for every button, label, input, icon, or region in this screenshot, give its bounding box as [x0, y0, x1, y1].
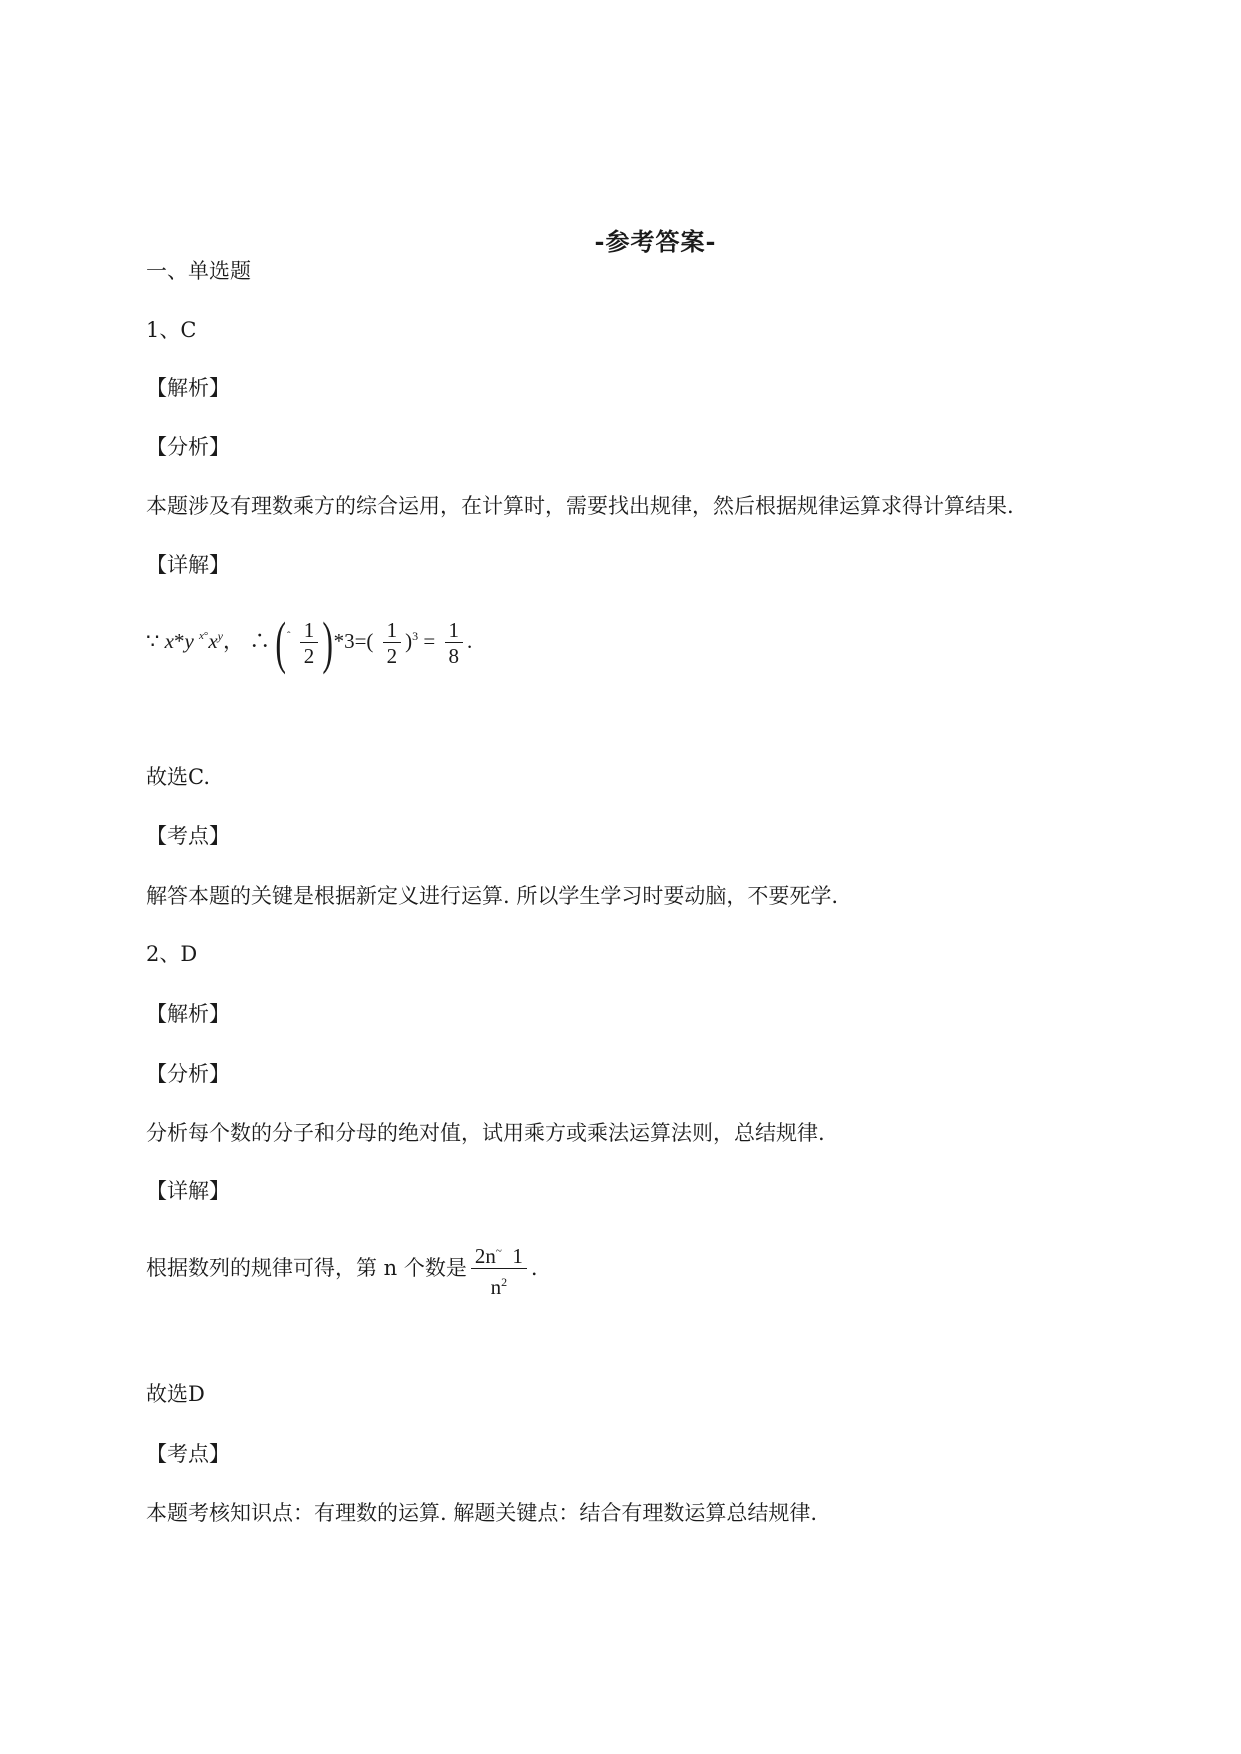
q1-conclusion: 故选C. [146, 765, 210, 789]
q1-xiangjie-tag: 【详解】 [146, 553, 230, 577]
right-paren: ) [322, 610, 334, 676]
fraction-nth-term: $\frac{2n^\sim 1}{n^2}$ [471, 1239, 527, 1300]
left-paren: ( [275, 610, 287, 676]
q1-kaodian-text: 解答本题的关键是根据新定义进行运算. 所以学生学习时要动脑，不要死学. [146, 884, 839, 908]
period: . [467, 629, 473, 653]
q1-kaodian-tag: 【考点】 [146, 824, 230, 848]
section-heading: 一、单选题 [146, 259, 251, 283]
q2-fenxi-tag: 【分析】 [146, 1062, 230, 1086]
question-2-answer: 2、D [146, 942, 198, 966]
question-1-answer: 1、C [146, 318, 197, 342]
var-x-power: x [208, 629, 218, 653]
var-x: x [164, 629, 174, 653]
q1-jiexi-tag: 【解析】 [146, 376, 230, 400]
q2-conclusion: 故选D [146, 1382, 205, 1406]
q2-xiangjie-tag: 【详解】 [146, 1179, 230, 1203]
star-three-equals: *3= [333, 629, 367, 653]
exponent-y: y [217, 629, 223, 643]
star-operator: * [173, 629, 185, 653]
q2-detail [146, 1236, 538, 1300]
garbled-sup-x: x [199, 630, 204, 642]
q1-analysis-text: 本题涉及有理数乘方的综合运用，在计算时，需要找出规律，然后根据规律运算求得计算结果. [146, 494, 1014, 518]
var-y: y [184, 629, 194, 653]
q1-formula [146, 602, 472, 675]
equals-sign: = [423, 629, 436, 653]
q2-kaodian-tag: 【考点】 [146, 1442, 230, 1466]
q2-detail-prefix: 根据数列的规律可得，第 n 个数是 [146, 1256, 467, 1280]
because-symbol: ∵ [146, 629, 160, 653]
garbled-open-paren: ( [366, 629, 374, 653]
therefore-symbol: ∴ [249, 629, 271, 653]
comma: ， [222, 629, 244, 653]
page-title: -参考答案- [594, 227, 717, 256]
cube-exponent: 3 [412, 629, 419, 643]
period: . [530, 1256, 538, 1280]
fraction-half-1: $\frac{1}{2}$ [300, 618, 319, 669]
fraction-one-eighth: $\frac{1}{8}$ [445, 618, 464, 669]
garbled-minus-mark: ˆ [286, 630, 291, 642]
garbled-ring: ° [203, 630, 209, 642]
fraction-half-2: $\frac{1}{2}$ [383, 618, 402, 669]
close-paren: ) [405, 629, 413, 653]
q2-jiexi-tag: 【解析】 [146, 1002, 230, 1026]
q2-analysis-text: 分析每个数的分子和分母的绝对值，试用乘方或乘法运算法则，总结规律. [146, 1121, 825, 1145]
q1-fenxi-tag: 【分析】 [146, 435, 230, 459]
q2-kaodian-text: 本题考核知识点：有理数的运算. 解题关键点：结合有理数运算总结规律. [146, 1501, 818, 1525]
